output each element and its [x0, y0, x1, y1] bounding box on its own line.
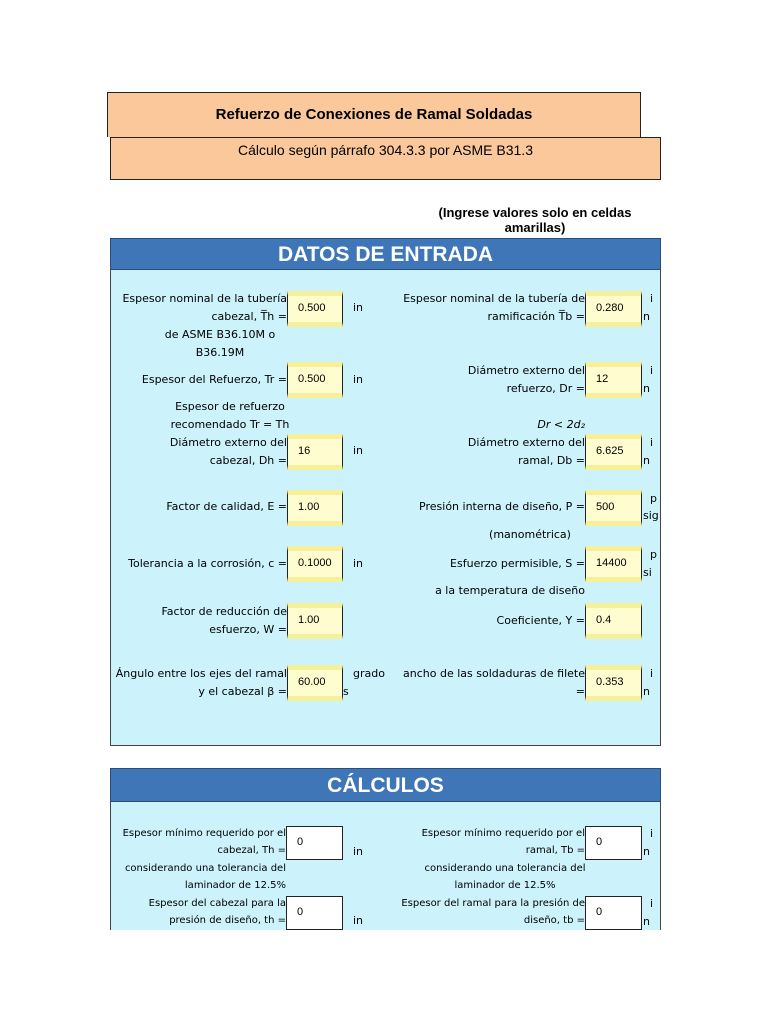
pressure-label: Presión interna de diseño, P =	[419, 500, 585, 513]
reinforcement-constraint: Dr < 2d₂	[537, 418, 585, 431]
design-branch-unit: i	[650, 897, 654, 910]
allowable-stress-unit-cont: si	[643, 566, 652, 579]
design-branch-unit-cont: n	[643, 915, 650, 928]
page-subtitle: Cálculo según párrafo 304.3.3 por ASME B31.3	[238, 142, 533, 158]
branch-od-label: Diámetro externo del ramal, Db =	[467, 436, 585, 467]
branch-thickness-input[interactable]: 0.280	[585, 291, 642, 327]
design-header-unit: in	[353, 914, 364, 927]
reinforcement-input[interactable]: 0.500	[287, 362, 343, 398]
angle-unit: grado	[353, 667, 385, 680]
fillet-width-label: ancho de las soldaduras de filete =	[403, 667, 585, 698]
min-header-label: Espesor mínimo requerido por el cabezal, Th =	[122, 828, 286, 856]
header-od-unit: in	[353, 444, 364, 457]
calc-section-title: CÁLCULOS	[110, 768, 661, 802]
header-thickness-input[interactable]: 0.500	[287, 291, 343, 327]
design-branch-label: Espesor del ramal para la presión de diseño, tb =	[401, 898, 585, 926]
allowable-stress-input[interactable]: 14400	[585, 546, 642, 582]
corrosion-input[interactable]: 0.1000	[287, 546, 343, 582]
stress-reduction-label: Factor de reducción de esfuerzo, W =	[161, 605, 287, 636]
coefficient-input[interactable]: 0.4	[585, 603, 642, 639]
branch-mill-note: considerando una tolerancia del laminador de 12.5%	[424, 863, 586, 891]
header-thickness-unit: in	[353, 301, 364, 314]
branch-thickness-unit: i	[650, 292, 654, 305]
min-branch-output: 0	[585, 826, 642, 860]
stress-temperature-note: a la temperatura de diseño	[435, 584, 585, 597]
reinforcement-od-label: Diámetro externo del refuerzo, Dr =	[467, 364, 585, 395]
quality-factor-label: Factor de calidad, E =	[166, 500, 287, 513]
input-section-title: DATOS DE ENTRADA	[110, 238, 661, 270]
corrosion-label: Tolerancia a la corrosión, c =	[128, 557, 287, 570]
design-header-label: Espesor del cabezal para la presión de diseño, th =	[148, 898, 286, 926]
angle-label: Ángulo entre los ejes del ramal y el cabezal β =	[115, 667, 287, 698]
header-thickness-label: Espesor nominal de la tubería cabezal, T̅h =	[122, 292, 287, 323]
min-branch-label: Espesor mínimo requerido por el ramal, Tb =	[421, 828, 585, 856]
quality-factor-input[interactable]: 1.00	[287, 490, 343, 526]
pressure-note: (manométrica)	[489, 528, 571, 541]
fillet-width-unit-cont: n	[643, 685, 650, 698]
fillet-width-input[interactable]: 0.353	[585, 665, 642, 701]
design-header-output: 0	[286, 896, 343, 930]
branch-thickness-label: Espesor nominal de la tubería de ramificación T̅b =	[403, 292, 585, 323]
recommended-note: Espesor de refuerzo recomendado Tr = Th	[170, 400, 290, 431]
min-branch-unit: i	[650, 827, 654, 840]
allowable-stress-unit: p	[650, 548, 657, 561]
corrosion-unit: in	[353, 557, 364, 570]
instruction-note: (Ingrese valores solo en celdas amarillas)	[438, 205, 632, 235]
reinforcement-od-unit-cont: n	[643, 382, 650, 395]
branch-od-input[interactable]: 6.625	[585, 434, 642, 470]
min-branch-unit-cont: n	[643, 845, 650, 858]
branch-od-unit-cont: n	[643, 454, 650, 467]
allowable-stress-label: Esfuerzo permisible, S =	[450, 557, 585, 570]
page-title: Refuerzo de Conexiones de Ramal Soldadas	[215, 106, 533, 123]
pressure-unit-cont: sig	[643, 509, 659, 522]
branch-thickness-unit-cont: n	[643, 310, 650, 323]
design-branch-output: 0	[585, 896, 642, 930]
pressure-unit: p	[650, 492, 657, 505]
fillet-width-unit: i	[650, 667, 654, 680]
reinforcement-od-input[interactable]: 12	[585, 362, 642, 398]
reinforcement-unit: in	[353, 373, 364, 386]
min-header-output: 0	[286, 826, 343, 860]
reinforcement-od-unit: i	[650, 364, 654, 377]
min-header-unit: in	[353, 845, 364, 858]
stress-reduction-input[interactable]: 1.00	[287, 603, 343, 639]
header-od-input[interactable]: 16	[287, 434, 343, 470]
angle-input[interactable]: 60.00	[287, 665, 343, 701]
branch-od-unit: i	[650, 436, 654, 449]
header-mill-note: considerando una tolerancia del laminador de 12.5%	[124, 863, 286, 891]
header-od-label: Diámetro externo del cabezal, Dh =	[169, 436, 287, 467]
coefficient-label: Coeficiente, Y =	[496, 614, 585, 627]
header-thickness-note: de ASME B36.10M o B36.19M	[164, 328, 276, 359]
reinforcement-label: Espesor del Refuerzo, Tr =	[141, 373, 287, 386]
pressure-input[interactable]: 500	[585, 490, 642, 526]
angle-unit-cont: s	[343, 685, 349, 698]
